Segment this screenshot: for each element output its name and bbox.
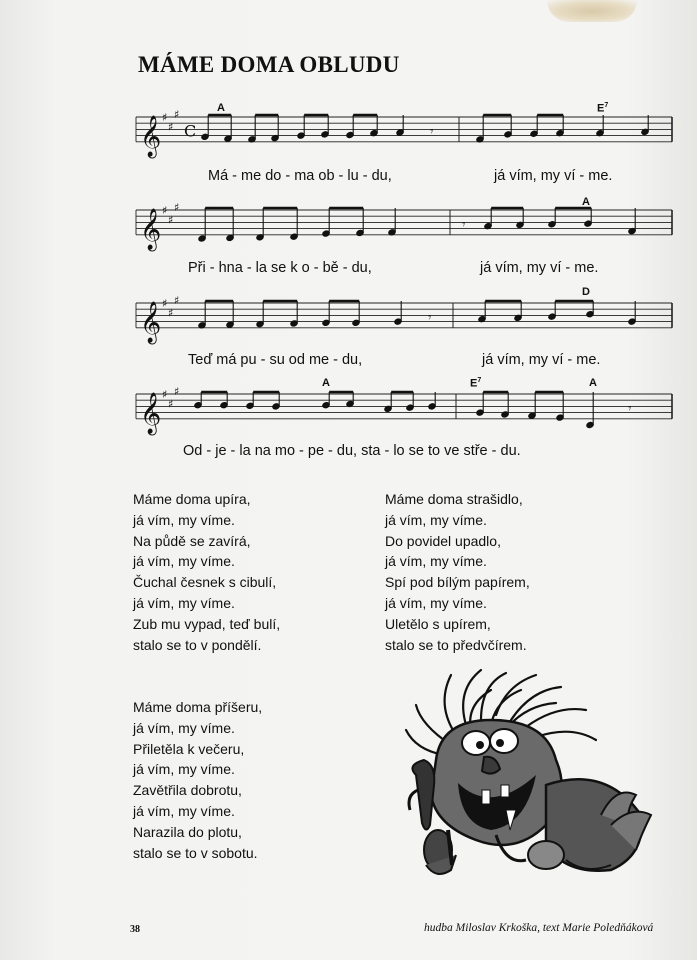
chord-label: A [582,196,590,208]
verse-line: já vím, my víme. [385,553,487,570]
verse-line: já vím, my víme. [133,719,235,736]
sharp-icon: ♯ [168,120,174,134]
verse-block [385,489,530,655]
sharp-icon: ♯ [162,111,168,124]
lyric-line: Od - je - la na mo - pe - du, sta - lo se to ve stře - du. [183,443,521,459]
sharp-icon: ♯ [162,204,168,217]
verse-line: Spí pod bílým papírem, [385,574,530,591]
chord-label: D [582,286,590,298]
verse-line: stalo se to předvčírem. [385,636,527,653]
verse-line: já vím, my víme. [133,594,235,611]
verse-line: Máme doma příšeru, [133,699,263,715]
lyric-line: já vím, my ví - me. [482,352,601,368]
chord-label: $E^7$ [470,377,482,390]
sharp-icon: ♯ [162,297,168,310]
verse-line: Máme doma upíra, [133,491,251,507]
lyric-line: já vím, my ví - me. [494,168,613,184]
song-title: MÁME DOMA OBLUDU [138,52,400,77]
verse-line: já vím, my víme. [133,553,235,570]
rest-icon: 𝄾 [430,124,434,140]
sharp-icon: ♯ [168,306,174,320]
verse-line: já vím, my víme. [133,761,235,778]
verse-line: já vím, my víme. [133,511,235,528]
common-time-icon: C [184,121,197,141]
verse-line: Do povidel upadlo, [385,532,501,549]
sharp-icon: ♯ [174,293,180,307]
verse-line: Zub mu vypad, teď bulí, [133,615,281,632]
rest-icon: 𝄾 [462,217,466,233]
verse-line: Na půdě se zavírá, [133,532,251,549]
chord-label: A [589,377,597,389]
verse-block [133,697,262,863]
sharp-icon: ♯ [174,107,180,121]
verse-line: Narazila do plotu, [133,823,242,840]
treble-clef-icon: 𝄞 [140,301,162,343]
treble-clef-icon: 𝄞 [140,208,162,250]
cartoon-monster-illustration [396,665,666,890]
verse-line: stalo se to v pondělí. [133,636,262,653]
verse-line: Přiletěla k večeru, [133,740,245,757]
rest-icon: 𝄾 [628,401,632,417]
lyric-line: Při - hna - la se k o - bě - du, [188,260,372,276]
verse-line: Čuchal česnek s cibulí, [133,574,277,591]
chord-label: $E^7$ [597,102,609,115]
verse-line: Zavětřila dobrotu, [133,782,242,799]
sharp-icon: ♯ [174,200,180,214]
sharp-icon: ♯ [174,384,180,398]
verse-line: já vím, my víme. [133,802,235,819]
treble-clef-icon: 𝄞 [140,392,162,434]
lyric-line: já vím, my ví - me. [480,260,599,276]
lyric-line: Teď má pu - su od me - du, [188,352,363,368]
credits: hudba Miloslav Krkoška, text Marie Poledňáková [424,922,654,934]
verse-block [133,489,280,655]
sharp-icon: ♯ [162,388,168,401]
chord-label: A [217,102,225,114]
treble-clef-icon: 𝄞 [140,115,162,157]
verse-line: já vím, my víme. [385,594,487,611]
verse-line: Máme doma strašidlo, [385,491,523,507]
verse-line: stalo se to v sobotu. [133,844,258,861]
sharp-icon: ♯ [168,397,174,411]
page-number: 38 [130,924,140,935]
verse-line: Uletělo s upírem, [385,615,491,632]
sharp-icon: ♯ [168,213,174,227]
verse-line: já vím, my víme. [385,511,487,528]
rest-icon: 𝄾 [428,310,432,326]
lyric-line: Má - me do - ma ob - lu - du, [208,168,392,184]
chord-label: A [322,377,330,389]
